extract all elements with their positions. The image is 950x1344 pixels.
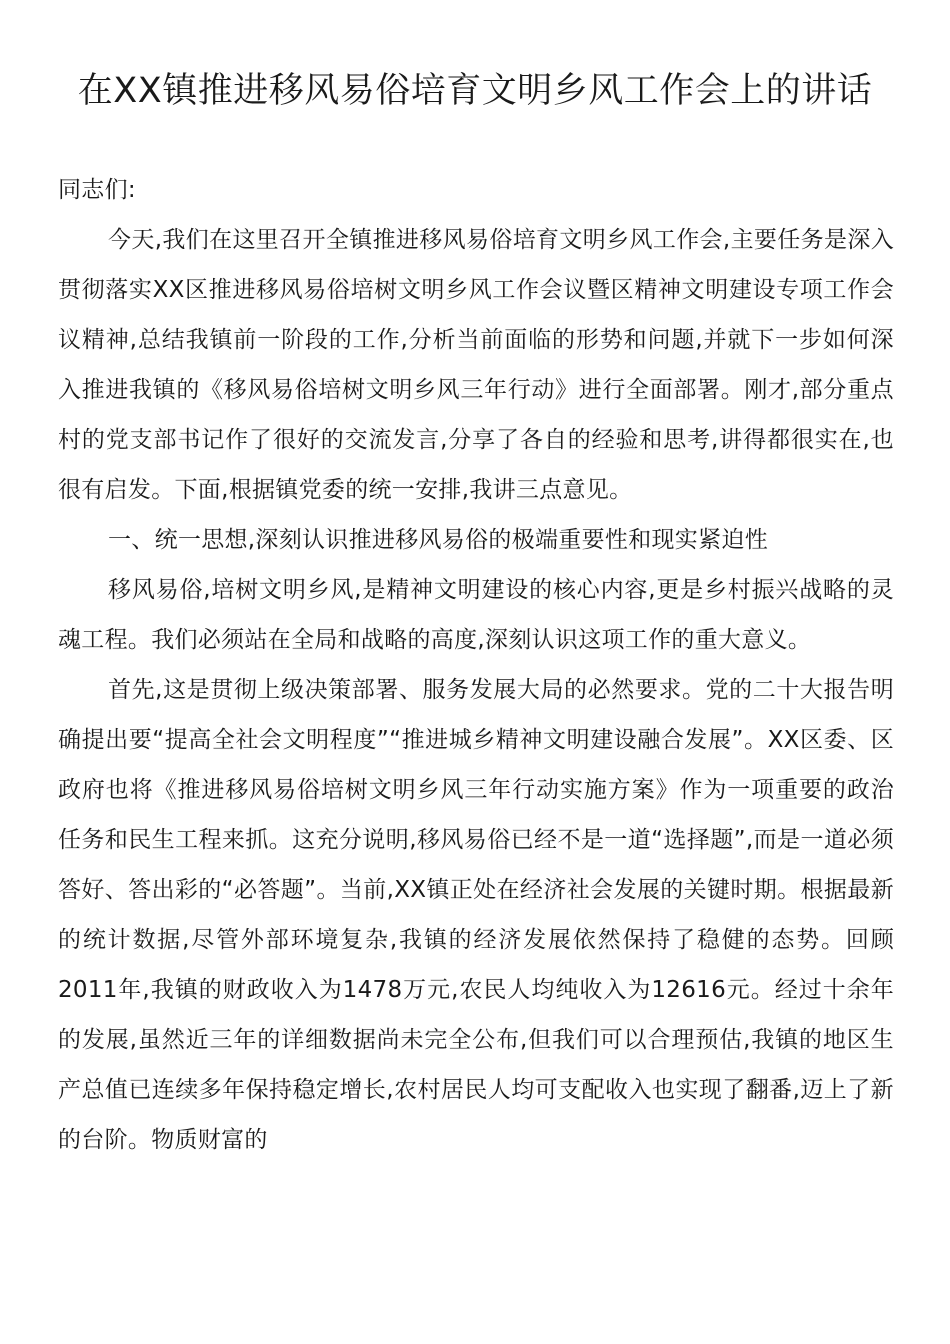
- paragraph-first-point: 首先,这是贯彻上级决策部署、服务发展大局的必然要求。党的二十大报告明确提出要“提高全社会文明程度”“推进城乡精神文明建设融合发展”。XX区委、区政府也将《推进移风易俗培树文明乡风三年行动实施方案》作为一项重要的政治任务和民生工程来抓。这充分说明,移风易俗已经不是一道“选择题”,而是一道必须答好、答出彩的“必答题”。当前,XX镇正处在经济社会发展的关键时期。根据最新的统计数据,尽管外部环境复杂,我镇的经济发展依然保持了稳健的态势。回顾2011年,我镇的财政收入为1478万元,农民人均纯收入为12616元。经过十余年的发展,虽然近三年的详细数据尚未完全公布,但我们可以合理预估,我镇的地区生产总值已连续多年保持稳定增长,农村居民人均可支配收入也实现了翻番,迈上了新的台阶。物质财富的: [58, 677, 894, 1153]
- document-body: [58, 165, 894, 1165]
- paragraph-section-1-intro: 移风易俗,培树文明乡风,是精神文明建设的核心内容,更是乡村振兴战略的灵魂工程。我们必须站在全局和战略的高度,深刻认识这项工作的重大意义。: [58, 577, 894, 653]
- salutation: 同志们:: [58, 177, 136, 203]
- paragraph-intro: 今天,我们在这里召开全镇推进移风易俗培育文明乡风工作会,主要任务是深入贯彻落实XX区推进移风易俗培树文明乡风工作会议暨区精神文明建设专项工作会议精神,总结我镇前一阶段的工作,分析当前面临的形势和问题,并就下一步如何深入推进我镇的《移风易俗培树文明乡风三年行动》进行全面部署。刚才,部分重点村的党支部书记作了很好的交流发言,分享了各自的经验和思考,讲得都很实在,也很有启发。下面,根据镇党委的统一安排,我讲三点意见。: [58, 227, 894, 503]
- document-title: 在XX镇推进移风易俗培育文明乡风工作会上的讲话: [77, 71, 873, 111]
- section-heading-1: 一、统一思想,深刻认识推进移风易俗的极端重要性和现实紧迫性: [108, 527, 769, 553]
